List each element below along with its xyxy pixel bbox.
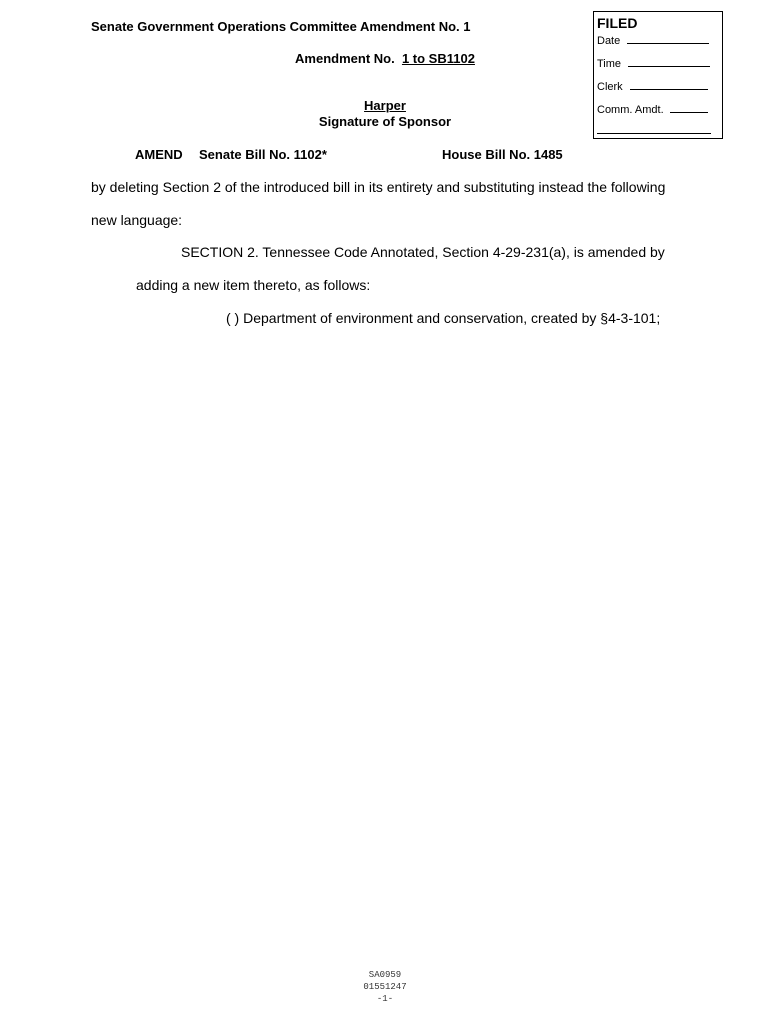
filed-clerk-line: [630, 80, 708, 90]
filed-clerk-label: Clerk: [597, 81, 623, 93]
filed-signature-line: [597, 124, 711, 134]
body-line-4: adding a new item thereto, as follows:: [136, 277, 371, 293]
filed-comm-line: [670, 103, 708, 113]
footer-code-2: 01551247: [363, 982, 407, 992]
filed-time-row: [597, 57, 710, 71]
footer-code-1: SA0959: [368, 970, 402, 980]
sponsor-caption: Signature of Sponsor: [318, 114, 452, 129]
body-line-5: ( ) Department of environment and conservation, created by §4-3-101;: [226, 310, 661, 326]
senate-bill-number: Senate Bill No. 1102*: [199, 147, 327, 162]
filed-title: FILED: [597, 15, 638, 31]
body-line-1: by deleting Section 2 of the introduced bill in its entirety and substituting instead the following: [91, 179, 666, 195]
sponsor-name: Harper: [364, 98, 406, 113]
filed-time-line: [628, 57, 710, 67]
amendment-reference: 1 to SB1102: [401, 51, 475, 66]
filed-stamp-box: [593, 11, 723, 139]
filed-signature-row: [597, 124, 711, 138]
filed-clerk-row: [597, 80, 708, 94]
filed-date-label: Date: [597, 35, 621, 47]
house-bill-number: House Bill No. 1485: [442, 147, 563, 162]
amendment-prefix: Amendment No.: [295, 51, 395, 66]
filed-time-label: Time: [597, 58, 622, 70]
filed-comm-label: Comm. Amdt.: [597, 104, 664, 116]
committee-title: Senate Government Operations Committee Amendment No. 1: [91, 19, 471, 34]
filed-date-line: [627, 34, 709, 44]
filed-comm-row: [597, 103, 708, 117]
footer-page-number: -1-: [376, 994, 394, 1004]
filed-date-row: [597, 34, 709, 48]
body-line-3: SECTION 2. Tennessee Code Annotated, Section 4-29-231(a), is amended by: [181, 244, 665, 260]
amend-label: AMEND: [135, 147, 183, 162]
body-line-2: new language:: [91, 212, 183, 228]
